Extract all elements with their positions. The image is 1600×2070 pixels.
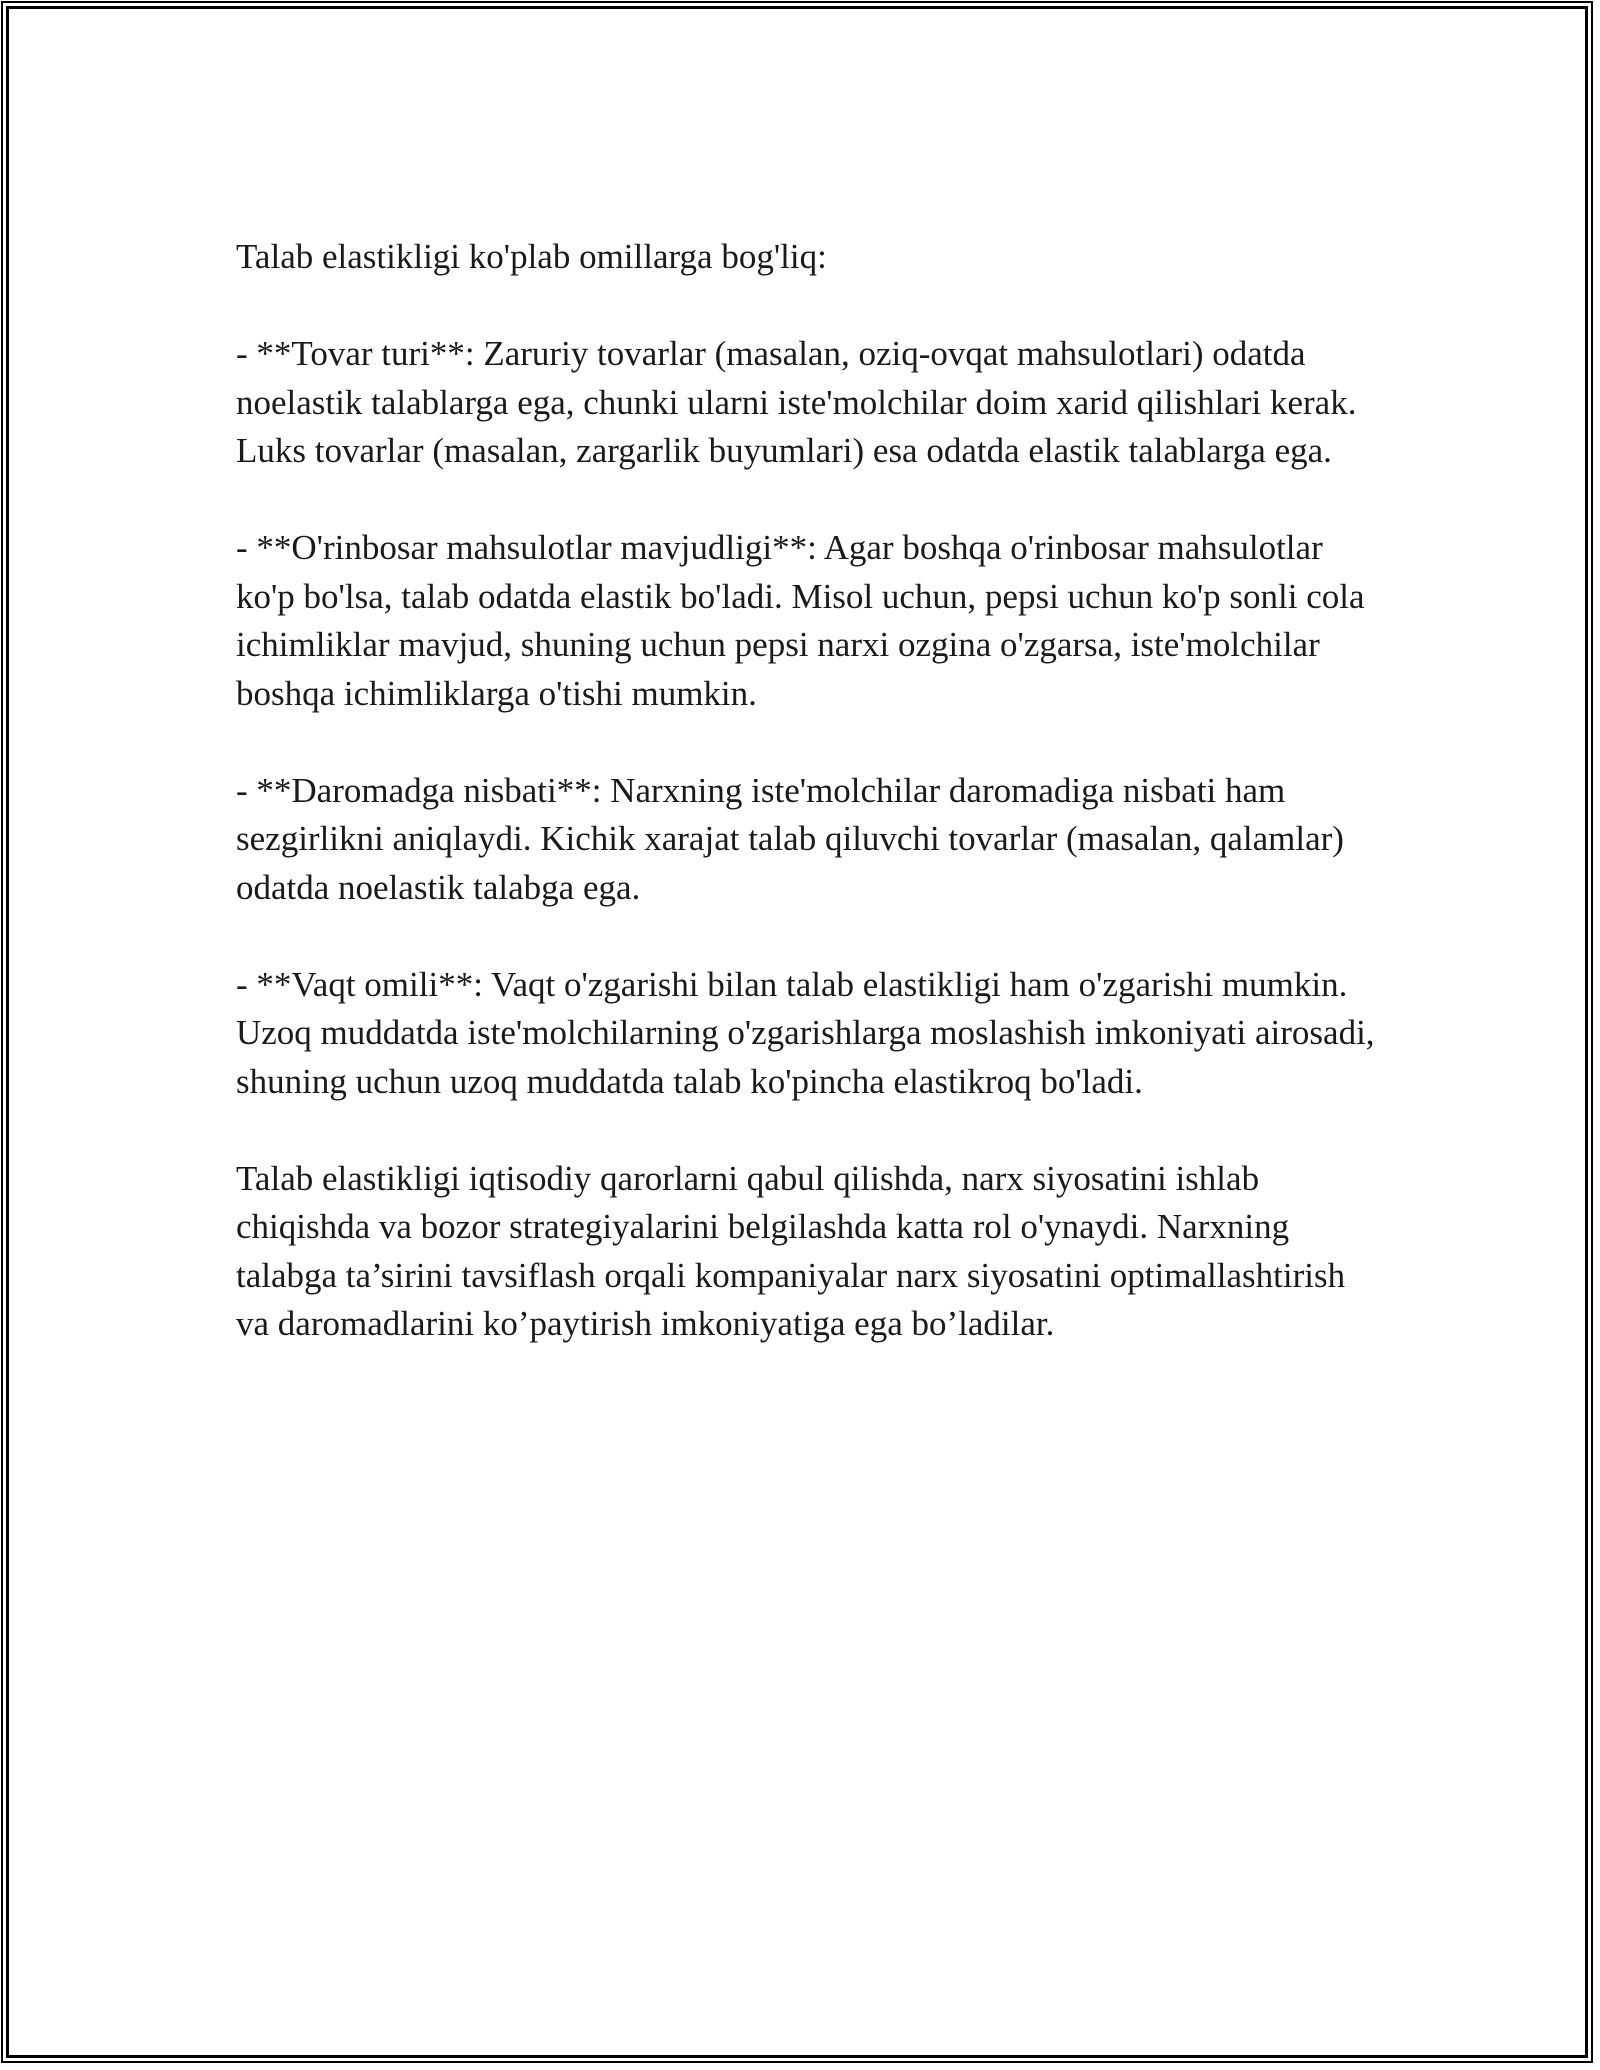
- intro-paragraph: Talab elastikligi ko'plab omillarga bog'liq:: [236, 237, 827, 276]
- bullet-orinbosar-mahsulotlar: - **O'rinbosar mahsulotlar mavjudligi**: Agar boshqa o'rinbosar mahsulotlar ko'p bo'lsa, talab odatda elastik bo'ladi. Misol uchun, pepsi uchun ko'p sonli cola ichimliklar mavjud, shuning uchun pepsi narxi ozgina o'zgarsa, iste'molchilar boshqa ichimliklarga o'tishi mumkin.: [236, 528, 1365, 713]
- document-body: [236, 233, 1386, 1349]
- bullet-tovar-turi: - **Tovar turi**: Zaruriy tovarlar (masalan, oziq-ovqat mahsulotlari) odatda noelastik talablarga ega, chunki ularni iste'molchilar doim xarid qilishlari kerak. Luks tovarlar (masalan, zargarlik buyumlari) esa odatda elastik talablarga ega.: [236, 334, 1357, 470]
- bullet-daromadga-nisbati: - **Daromadga nisbati**: Narxning iste'molchilar daromadiga nisbati ham sezgirlikni aniqlaydi. Kichik xarajat talab qiluvchi tovarlar (masalan, qalamlar) odatda noelastik talabga ega.: [236, 770, 1344, 907]
- bullet-vaqt-omili: - **Vaqt omili**: Vaqt o'zgarishi bilan talab elastikligi ham o'zgarishi mumkin. Uzoq muddatda iste'molchilarning o'zgarishlarga moslashish imkoniyati airosadi, shuning uchun uzoq muddatda talab ko'pincha elastikroq bo'ladi.: [236, 964, 1375, 1101]
- conclusion-paragraph: Talab elastikligi iqtisodiy qarorlarni qabul qilishda, narx siyosatini ishlab chiqishda va bozor strategiyalarini belgilashda katta rol o'ynaydi. Narxning talabga ta’sirini tavsiflash orqali kompaniyalar narx siyosatini optimallashtirish va daromadlarini ko’paytirish imkoniyatiga ega bo’ladilar.: [236, 1158, 1346, 1343]
